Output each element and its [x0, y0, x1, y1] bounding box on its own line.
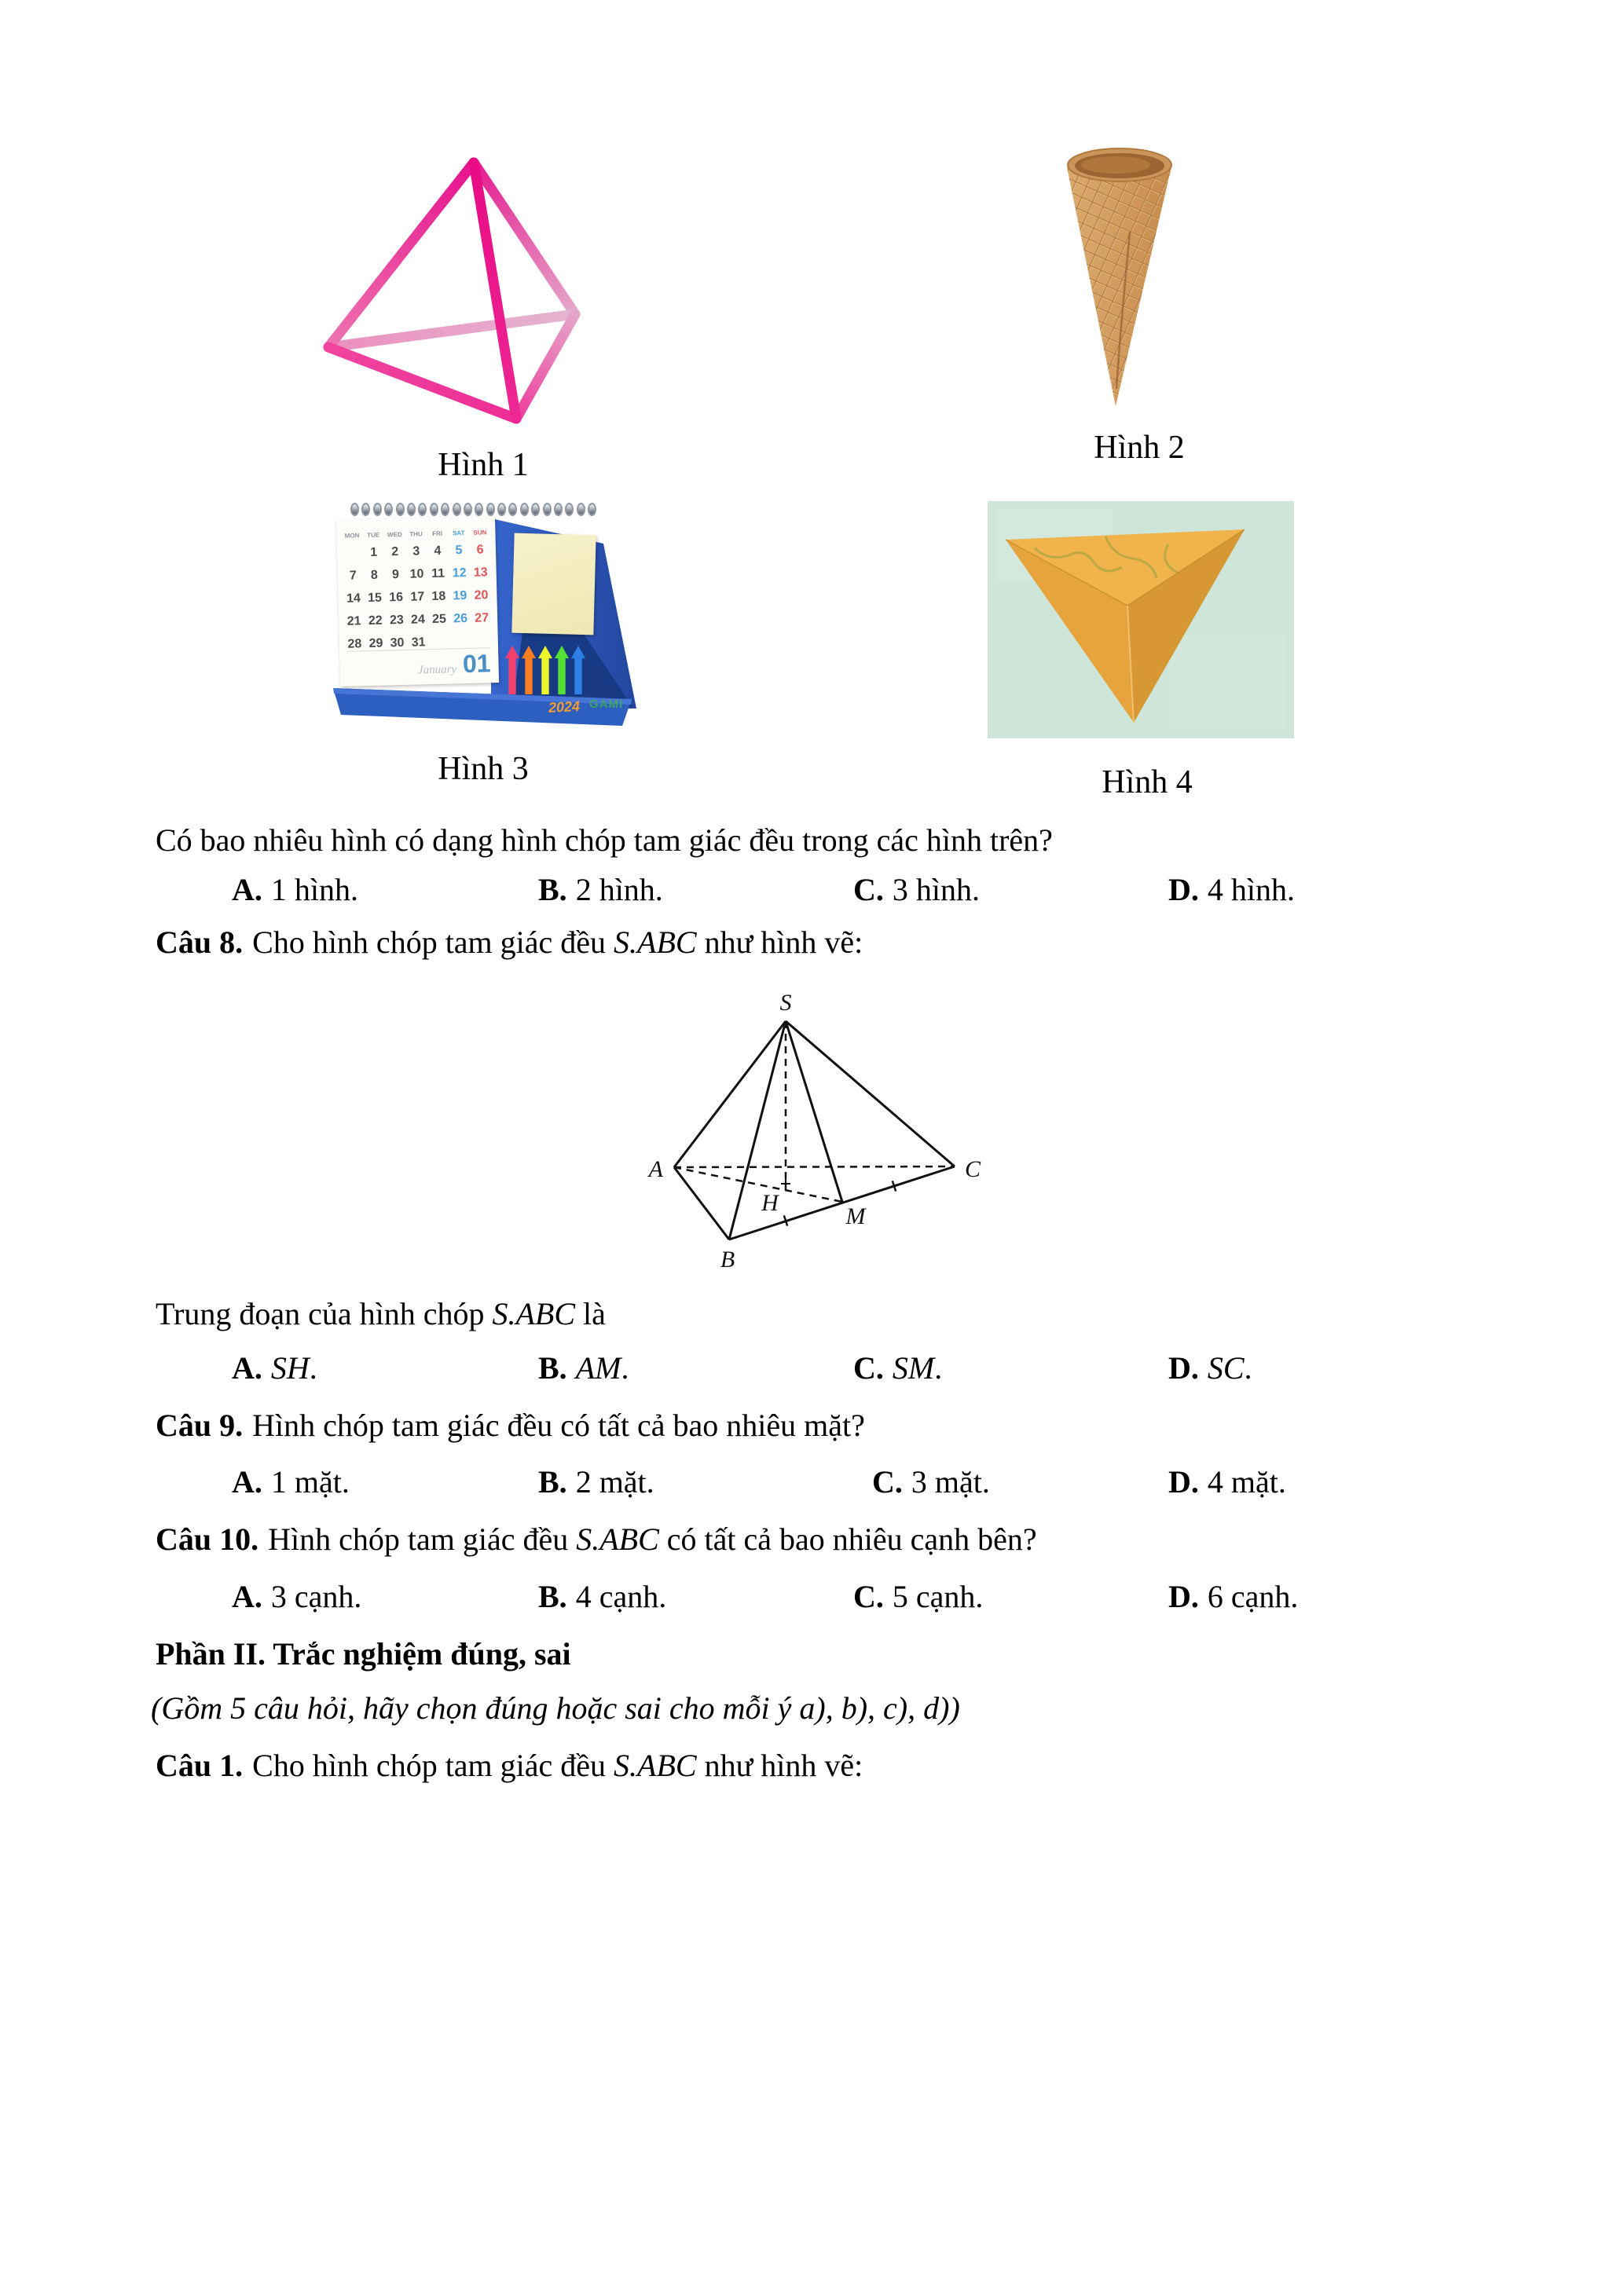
spiral-ring	[588, 503, 596, 516]
calendar-weekday: SAT	[452, 529, 465, 537]
calendar-date-cell: 14	[346, 591, 361, 606]
option-a: A. 1 mặt.	[232, 1464, 350, 1500]
spiral-ring	[396, 503, 405, 516]
tetra-front-bottom-edge	[328, 347, 516, 419]
spiral-ring	[554, 503, 563, 516]
calendar-date-cell: 29	[368, 636, 383, 651]
cone-inner-wall	[1081, 156, 1150, 174]
option-b: B. 2 hình.	[538, 872, 663, 907]
calendar-date-cell: 4	[434, 544, 442, 558]
option-d: D. SC.	[1168, 1350, 1252, 1386]
question8-prompt: Trung đoạn của hình chóp S.ABC là	[156, 1296, 606, 1331]
spiral-ring	[453, 503, 461, 516]
question9-stem: Câu 9. Hình chóp tam giác đều có tất cả bao nhiêu mặt?	[156, 1408, 865, 1443]
option-d: D. 4 hình.	[1168, 872, 1296, 907]
calendar-date-cell	[342, 543, 364, 566]
spiral-ring	[361, 503, 370, 516]
calendar-date-cell: 18	[431, 589, 446, 604]
spiral-ring	[430, 503, 438, 516]
calendar-date-cell: 8	[370, 568, 379, 582]
paper-pyramid-photo	[988, 501, 1294, 738]
spiral-binding	[350, 503, 610, 518]
calendar-date-cell: 31	[411, 635, 426, 650]
spiral-ring	[418, 503, 427, 516]
calendar-weekday: FRI	[432, 529, 443, 538]
point-label-h: H	[761, 1190, 779, 1216]
vertex-label-a: A	[648, 1156, 663, 1182]
spiral-ring	[350, 503, 359, 516]
spiral-ring	[486, 503, 495, 516]
calendar-date-cell: 1	[370, 545, 378, 559]
calendar-date-cell: 25	[431, 612, 447, 627]
figure3-caption: Hình 3	[438, 751, 529, 787]
option-b: B. AM.	[538, 1350, 629, 1386]
figure2-caption: Hình 2	[1094, 430, 1185, 466]
calendar-brand-logo: GAMI	[589, 698, 624, 711]
calendar-date-cell: 21	[346, 614, 361, 628]
calendar-date-cell: 28	[347, 637, 362, 651]
calendar-weekday: WED	[387, 530, 402, 539]
part2-instructions: (Gồm 5 câu hỏi, hãy chọn đúng hoặc sai cho mỗi ý a), b), c), d))	[151, 1690, 960, 1726]
question9-options-row	[0, 1463, 1624, 1503]
option-d: D. 4 mặt.	[1168, 1464, 1286, 1500]
calendar-date-cell: 7	[349, 569, 357, 583]
question7-options-row	[0, 871, 1624, 910]
calendar-date-cell: 5	[455, 544, 463, 558]
calendar-date-cell: 11	[431, 566, 445, 581]
tetra-left-edge	[328, 163, 474, 347]
figure4-caption: Hình 4	[1102, 764, 1193, 800]
spiral-ring	[520, 503, 529, 516]
vertex-label-b: B	[720, 1247, 735, 1273]
calendar-date-cell: 30	[390, 635, 405, 650]
option-b: B. 4 cạnh.	[538, 1579, 667, 1614]
option-a: A. 3 cạnh.	[232, 1579, 362, 1614]
question10-stem: Câu 10. Hình chóp tam giác đều S.ABC có tất cả bao nhiêu cạnh bên?	[156, 1522, 1037, 1557]
figure1-caption: Hình 1	[438, 447, 529, 483]
option-b: B. 2 mặt.	[538, 1464, 654, 1500]
spiral-ring	[475, 503, 483, 516]
spiral-ring	[565, 503, 574, 516]
spiral-ring	[543, 503, 552, 516]
part2-heading: Phần II. Trắc nghiệm đúng, sai	[156, 1636, 571, 1672]
calendar-date-cell: 26	[453, 611, 468, 626]
calendar-date-cell: 6	[476, 543, 484, 557]
spiral-ring	[508, 503, 517, 516]
calendar-date-cell: 2	[391, 545, 399, 559]
pyramid-diagram	[629, 988, 1037, 1302]
calendar-footer	[417, 649, 491, 679]
calendar-date-cell: 24	[410, 613, 426, 627]
calendar-date-cell: 13	[473, 566, 488, 580]
tetra-right-bottom-edge	[516, 314, 575, 419]
calendar-date-cell: 9	[391, 568, 400, 582]
part2-question1-stem: Câu 1. Cho hình chóp tam giác đều S.ABC như hình vẽ:	[156, 1748, 863, 1783]
right-angle-mark	[781, 1177, 790, 1184]
calendar-weekday: SUN	[473, 529, 487, 536]
calendar-date-cell: 23	[389, 613, 404, 628]
calendar-date-cell: 19	[453, 588, 467, 603]
spiral-ring	[407, 503, 416, 516]
vertex-label-c: C	[965, 1156, 981, 1182]
spiral-ring	[497, 503, 506, 516]
calendar-weekday: MON	[344, 532, 360, 540]
question10-options-row	[0, 1578, 1624, 1617]
dashed-edge-ac	[674, 1166, 955, 1167]
option-c: C. 3 hình.	[853, 872, 981, 907]
option-a: A. 1 hình.	[232, 872, 359, 907]
calendar-date-cell: 15	[367, 591, 383, 606]
calendar-date-cell: 20	[474, 588, 489, 602]
desk-calendar-figure	[330, 503, 636, 731]
option-c: C. 3 mặt.	[872, 1464, 990, 1500]
calendar-weekday-header	[341, 529, 490, 540]
ice-cream-cone-figure	[1053, 145, 1186, 416]
calendar-weekday: THU	[409, 530, 423, 538]
question8-stem: Câu 8. Cho hình chóp tam giác đều S.ABC như hình vẽ:	[156, 925, 863, 960]
tetrahedron-figure	[283, 141, 652, 471]
calendar-page	[336, 516, 499, 687]
cone-waffle-texture	[1053, 145, 1186, 416]
calendar-date-cell: 16	[389, 590, 404, 605]
calendar-date-cell: 17	[410, 590, 425, 604]
calendar-date-cell: 27	[475, 611, 489, 625]
dashed-median-am	[674, 1167, 842, 1202]
vertex-label-s: S	[779, 990, 792, 1016]
year-label: 2024	[548, 698, 581, 716]
month-script-label: January	[417, 663, 457, 677]
month-number-label: 01	[462, 649, 491, 679]
calendar-date-grid	[342, 540, 493, 657]
option-c: C. 5 cạnh.	[853, 1579, 984, 1614]
calendar-date-cell: 12	[452, 566, 467, 580]
spiral-ring	[441, 503, 449, 516]
calendar-date-cell: 22	[368, 613, 383, 628]
sticky-note-pad	[511, 533, 596, 635]
spiral-ring	[464, 503, 472, 516]
spiral-ring	[373, 503, 382, 516]
option-d: D. 6 cạnh.	[1168, 1579, 1299, 1614]
spiral-ring	[384, 503, 393, 516]
calendar-date-cell: 10	[409, 567, 424, 581]
question8-options-row	[0, 1349, 1624, 1389]
option-a: A. SH.	[232, 1350, 317, 1386]
tetra-back-bottom-edge	[328, 314, 575, 347]
calendar-date-cell: 3	[412, 544, 420, 558]
option-c: C. SM.	[853, 1350, 943, 1386]
spiral-ring	[531, 503, 540, 516]
calendar-weekday: TUE	[367, 531, 380, 540]
question7-stem: Có bao nhiêu hình có dạng hình chóp tam giác đều trong các hình trên?	[156, 822, 1053, 858]
point-label-m: M	[845, 1203, 866, 1229]
spiral-ring	[577, 503, 585, 516]
